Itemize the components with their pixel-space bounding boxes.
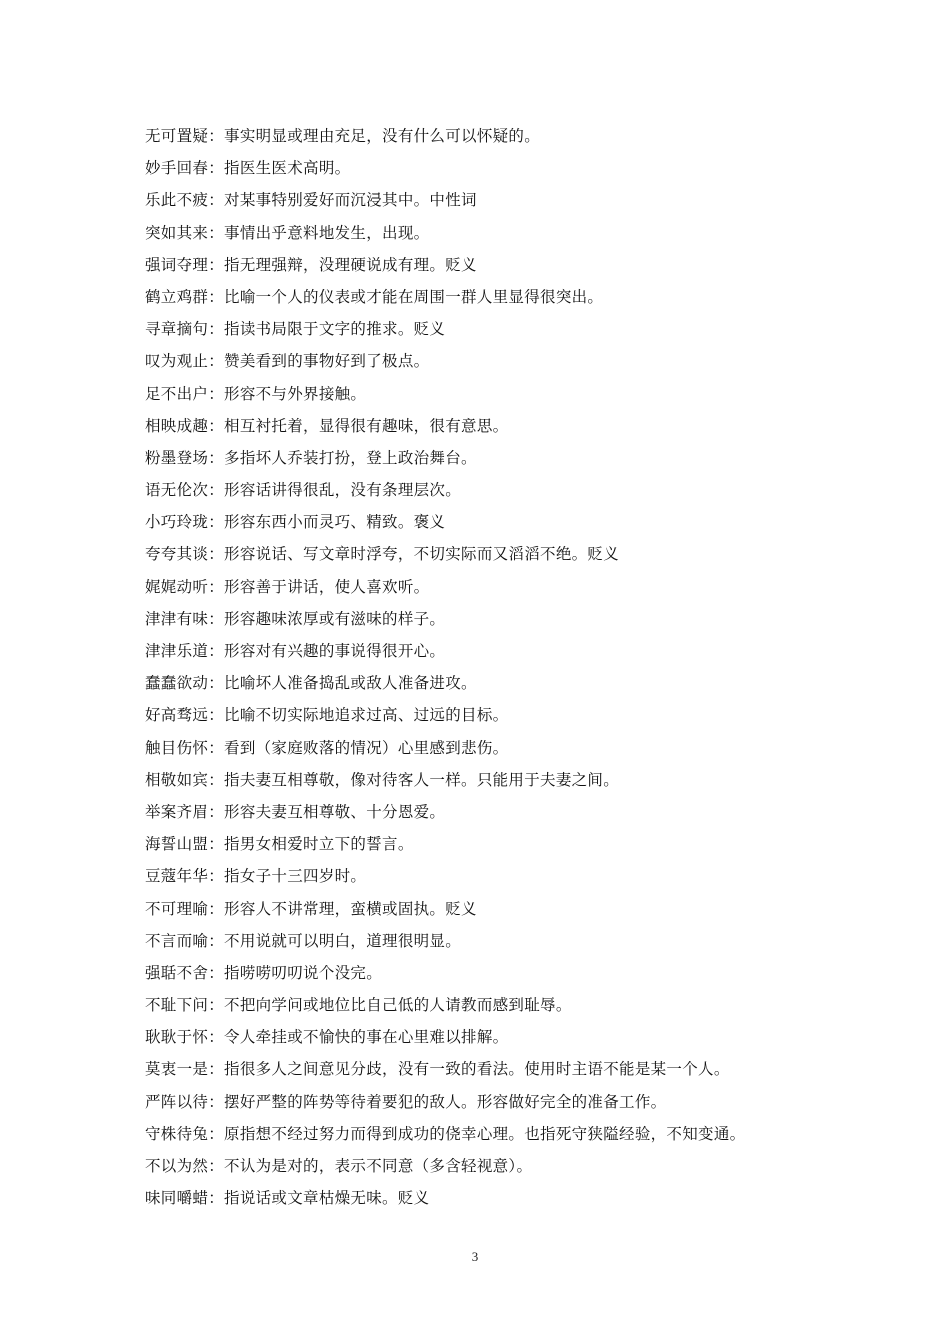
term-separator: ： — [208, 867, 225, 886]
idiom-entry — [145, 281, 845, 313]
term-separator: ： — [208, 352, 225, 371]
idiom-entry — [145, 796, 845, 828]
idiom-definition: 形容不与外界接触。 — [224, 384, 367, 403]
term-separator: ： — [208, 287, 225, 306]
idiom-term: 触目伤怀 — [145, 738, 209, 757]
idiom-entry — [145, 345, 845, 377]
term-separator: ： — [208, 931, 225, 950]
idiom-entry — [145, 893, 845, 925]
idiom-entry — [145, 474, 845, 506]
term-separator: ： — [208, 674, 225, 693]
idiom-entry — [145, 667, 845, 699]
idiom-entry — [145, 1150, 845, 1182]
idiom-entry — [145, 1118, 845, 1150]
idiom-definition: 形容夫妻互相尊敬、十分恩爱。 — [224, 802, 446, 821]
term-separator: ： — [208, 609, 225, 628]
idiom-term: 津津有味 — [145, 609, 209, 628]
idiom-definition: 比喻一个人的仪表或才能在周围一群人里显得很突出。 — [224, 287, 604, 306]
idiom-definition: 原指想不经过努力而得到成功的侥幸心理。也指死守狭隘经验，不知变通。 — [224, 1124, 746, 1143]
idiom-definition: 形容说话、写文章时浮夸，不切实际而又滔滔不绝。贬义 — [224, 545, 620, 564]
idiom-entry — [145, 152, 845, 184]
idiom-definition: 形容东西小而灵巧、精致。褒义 — [224, 513, 446, 532]
term-separator: ： — [208, 127, 225, 145]
page-number: 3 — [471, 1249, 479, 1264]
idiom-term: 举案齐眉 — [145, 802, 209, 821]
idiom-entry — [145, 989, 845, 1021]
idiom-definition: 令人牵挂或不愉快的事在心里难以排解。 — [224, 1028, 509, 1047]
term-separator: ： — [208, 1124, 225, 1143]
idiom-definition: 多指坏人乔装打扮，登上政治舞台。 — [224, 448, 477, 467]
term-separator: ： — [208, 223, 225, 242]
idiom-term: 娓娓动听 — [145, 577, 209, 596]
idiom-definition: 不认为是对的，表示不同意（多含轻视意）。 — [224, 1157, 533, 1175]
idiom-term: 耿耿于怀 — [145, 1028, 209, 1047]
term-separator: ： — [208, 1189, 225, 1208]
term-separator: ： — [208, 963, 225, 982]
idiom-term: 严阵以待 — [145, 1092, 209, 1111]
idiom-term: 乐此不疲 — [145, 191, 209, 210]
idiom-entry — [145, 538, 845, 570]
idiom-term: 足不出户 — [145, 384, 209, 403]
term-separator: ： — [208, 706, 225, 725]
idiom-entry — [145, 506, 845, 538]
idiom-term: 叹为观止 — [145, 352, 209, 371]
term-separator: ： — [208, 481, 225, 500]
term-separator: ： — [208, 1092, 225, 1111]
term-separator: ： — [208, 1028, 225, 1047]
idiom-definition: 相互衬托着，显得很有趣味，很有意思。 — [224, 416, 509, 435]
term-separator: ： — [208, 320, 225, 339]
idiom-term: 粉墨登场 — [145, 448, 209, 467]
term-separator: ： — [208, 642, 225, 660]
idiom-definition: 指女子十三四岁时。 — [224, 867, 367, 886]
idiom-entry — [145, 1021, 845, 1053]
idiom-term: 蠢蠢欲动 — [145, 674, 209, 693]
idiom-definition: 比喻不切实际地追求过高、过远的目标。 — [224, 706, 509, 725]
term-separator: ： — [208, 770, 225, 789]
idiom-entry — [145, 313, 845, 345]
idiom-term: 强聒不舍 — [145, 963, 209, 982]
idiom-definition: 摆好严整的阵势等待着要犯的敌人。形容做好完全的准备工作。 — [224, 1092, 667, 1111]
idiom-entry — [145, 378, 845, 410]
idiom-entry — [145, 249, 845, 281]
idiom-definition: 比喻坏人准备捣乱或敌人准备进攻。 — [224, 674, 477, 693]
idiom-entry — [145, 764, 845, 796]
idiom-entry — [145, 442, 845, 474]
idiom-entry — [145, 410, 845, 442]
term-separator: ： — [208, 448, 225, 467]
idiom-entry — [145, 828, 845, 860]
idiom-entry — [145, 860, 845, 892]
term-separator: ： — [208, 738, 225, 757]
idiom-definition: 指夫妻互相尊敬，像对待客人一样。只能用于夫妻之间。 — [224, 770, 620, 789]
idiom-entry — [145, 635, 845, 667]
term-separator: ： — [208, 802, 225, 821]
idiom-definition: 事实明显或理由充足，没有什么可以怀疑的。 — [224, 127, 541, 145]
idiom-term: 不言而喻 — [145, 931, 209, 950]
idiom-definition: 指唠唠叨叨说个没完。 — [224, 963, 383, 982]
term-separator: ： — [208, 159, 225, 178]
idiom-term: 海誓山盟 — [145, 835, 209, 854]
idiom-term: 妙手回春 — [145, 159, 209, 178]
idiom-term: 鹤立鸡群 — [145, 287, 209, 306]
idiom-term: 好高骛远 — [145, 706, 209, 725]
idiom-entry — [145, 571, 845, 603]
term-separator: ： — [208, 545, 225, 564]
idiom-term: 语无伦次 — [145, 481, 209, 500]
idiom-term: 强词夺理 — [145, 255, 209, 274]
idiom-term: 寻章摘句 — [145, 320, 209, 339]
idiom-term: 不以为然 — [145, 1157, 209, 1175]
idiom-definition: 形容善于讲话，使人喜欢听。 — [224, 577, 430, 596]
idiom-definition: 指读书局限于文字的推求。贬义 — [224, 320, 446, 339]
idiom-definition: 指无理强辩，没理硬说成有理。贬义 — [224, 255, 477, 274]
idiom-definition: 形容话讲得很乱，没有条理层次。 — [224, 481, 462, 500]
idiom-entry — [145, 184, 845, 216]
idiom-definition: 形容对有兴趣的事说得很开心。 — [224, 642, 446, 660]
term-separator: ： — [208, 899, 225, 918]
idiom-term: 相敬如宾 — [145, 770, 209, 789]
idiom-definition: 形容趣味浓厚或有滋味的样子。 — [224, 609, 446, 628]
idiom-entry — [145, 603, 845, 635]
idiom-definition: 赞美看到的事物好到了极点。 — [224, 352, 430, 371]
idiom-definition: 不用说就可以明白，道理很明显。 — [224, 931, 462, 950]
term-separator: ： — [208, 577, 225, 596]
idiom-entry — [145, 699, 845, 731]
idiom-term: 不可理喻 — [145, 899, 209, 918]
idiom-definition: 看到（家庭败落的情况）心里感到悲伤。 — [224, 738, 509, 757]
idiom-term: 突如其来 — [145, 223, 209, 242]
term-separator: ： — [208, 416, 225, 435]
idiom-term: 莫衷一是 — [145, 1060, 209, 1079]
idiom-definition: 事情出乎意料地发生，出现。 — [224, 223, 430, 242]
idiom-term: 夸夸其谈 — [145, 545, 209, 564]
idiom-definition: 指说话或文章枯燥无味。贬义 — [224, 1189, 430, 1208]
idiom-term: 豆蔻年华 — [145, 867, 209, 886]
term-separator: ： — [208, 996, 225, 1015]
idiom-term: 小巧玲珑 — [145, 513, 209, 532]
idiom-entry — [145, 1053, 845, 1085]
term-separator: ： — [208, 1060, 225, 1079]
idiom-term: 无可置疑 — [145, 127, 209, 145]
term-separator: ： — [208, 255, 225, 274]
idiom-entry — [145, 120, 845, 152]
idiom-definition: 形容人不讲常理，蛮横或固执。贬义 — [224, 899, 477, 918]
idiom-entry — [145, 217, 845, 249]
term-separator: ： — [208, 1157, 225, 1175]
idiom-entry — [145, 925, 845, 957]
idiom-entry — [145, 732, 845, 764]
idiom-entry — [145, 957, 845, 989]
term-separator: ： — [208, 191, 225, 210]
idiom-term: 不耻下问 — [145, 996, 209, 1015]
idiom-definition: 对某事特别爱好而沉浸其中。中性词 — [224, 191, 477, 210]
idiom-term: 守株待兔 — [145, 1124, 209, 1143]
idiom-definition: 指很多人之间意见分歧，没有一致的看法。使用时主语不能是某一个人。 — [224, 1060, 730, 1079]
idiom-term: 相映成趣 — [145, 416, 209, 435]
idiom-term: 津津乐道 — [145, 642, 209, 660]
idiom-list — [145, 120, 845, 1214]
idiom-definition: 不把向学问或地位比自己低的人请教而感到耻辱。 — [224, 996, 572, 1015]
idiom-definition: 指医生医术高明。 — [224, 159, 351, 178]
term-separator: ： — [208, 513, 225, 532]
term-separator: ： — [208, 835, 225, 854]
idiom-entry — [145, 1086, 845, 1118]
idiom-entry — [145, 1182, 845, 1214]
term-separator: ： — [208, 384, 225, 403]
idiom-definition: 指男女相爱时立下的誓言。 — [224, 835, 414, 854]
idiom-term: 味同嚼蜡 — [145, 1189, 209, 1208]
